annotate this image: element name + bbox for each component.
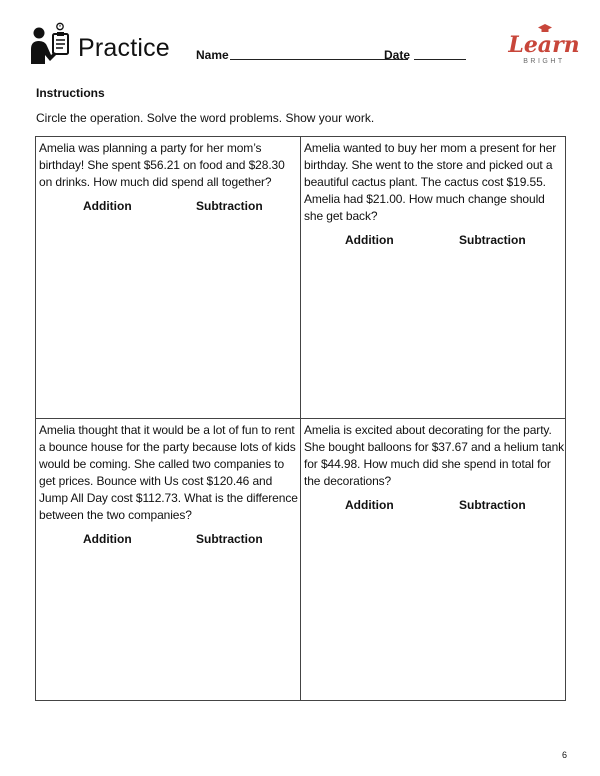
addition-option[interactable]: Addition	[345, 233, 394, 247]
page-title: Practice	[78, 34, 170, 62]
date-blank-line[interactable]	[414, 59, 466, 60]
instructions-heading: Instructions	[36, 86, 105, 100]
name-label: Name	[196, 48, 229, 62]
problem-text: Amelia was planning a party for her mom’s birthday! She spent $56.21 on food and $28.30 on drinks. How much did spend all together?	[39, 141, 285, 189]
operation-options	[304, 233, 566, 253]
problem-cell-2	[304, 140, 566, 253]
subtraction-option[interactable]: Subtraction	[459, 233, 526, 247]
page-number: 6	[562, 750, 568, 760]
subtraction-option[interactable]: Subtraction	[459, 498, 526, 512]
operation-options	[39, 532, 301, 552]
logo-subtitle: BRIGHT	[523, 58, 565, 65]
subtraction-option[interactable]: Subtraction	[196, 532, 263, 546]
logo-word: Learn	[508, 32, 580, 58]
grid-divider-horizontal	[36, 418, 565, 419]
addition-option[interactable]: Addition	[83, 199, 132, 213]
learn-bright-logo	[508, 24, 580, 68]
teacher-clipboard-icon	[30, 22, 72, 66]
problem-text: Amelia thought that it would be a lot of fun to rent a bounce house for the party because lots of kids would be coming. She called two companies to get prices. Bounce with Us cost $120.46 and Jump All Day cost $112.73. What is the difference between the two companies?	[39, 423, 298, 522]
addition-option[interactable]: Addition	[83, 532, 132, 546]
subtraction-option[interactable]: Subtraction	[196, 199, 263, 213]
operation-options	[304, 498, 566, 518]
problem-text: Amelia wanted to buy her mom a present for her birthday. She went to the store and picked out a beautiful cactus plant. The cactus cost $19.55. Amelia had $21.00. How much change should she get back?	[304, 141, 557, 223]
name-blank-line[interactable]	[230, 59, 408, 60]
instructions-text: Circle the operation. Solve the word problems. Show your work.	[36, 111, 375, 125]
problem-text: Amelia is excited about decorating for the party. She bought balloons for $37.67 and a helium tank for $44.98. How much did she spend in total for the decorations?	[304, 423, 565, 488]
problem-cell-1	[39, 140, 301, 219]
operation-options	[39, 199, 301, 219]
date-label: Date	[384, 48, 411, 62]
problem-grid	[35, 136, 566, 701]
problem-cell-3	[39, 422, 301, 552]
addition-option[interactable]: Addition	[345, 498, 394, 512]
worksheet-header	[30, 18, 580, 70]
problem-cell-4	[304, 422, 566, 518]
